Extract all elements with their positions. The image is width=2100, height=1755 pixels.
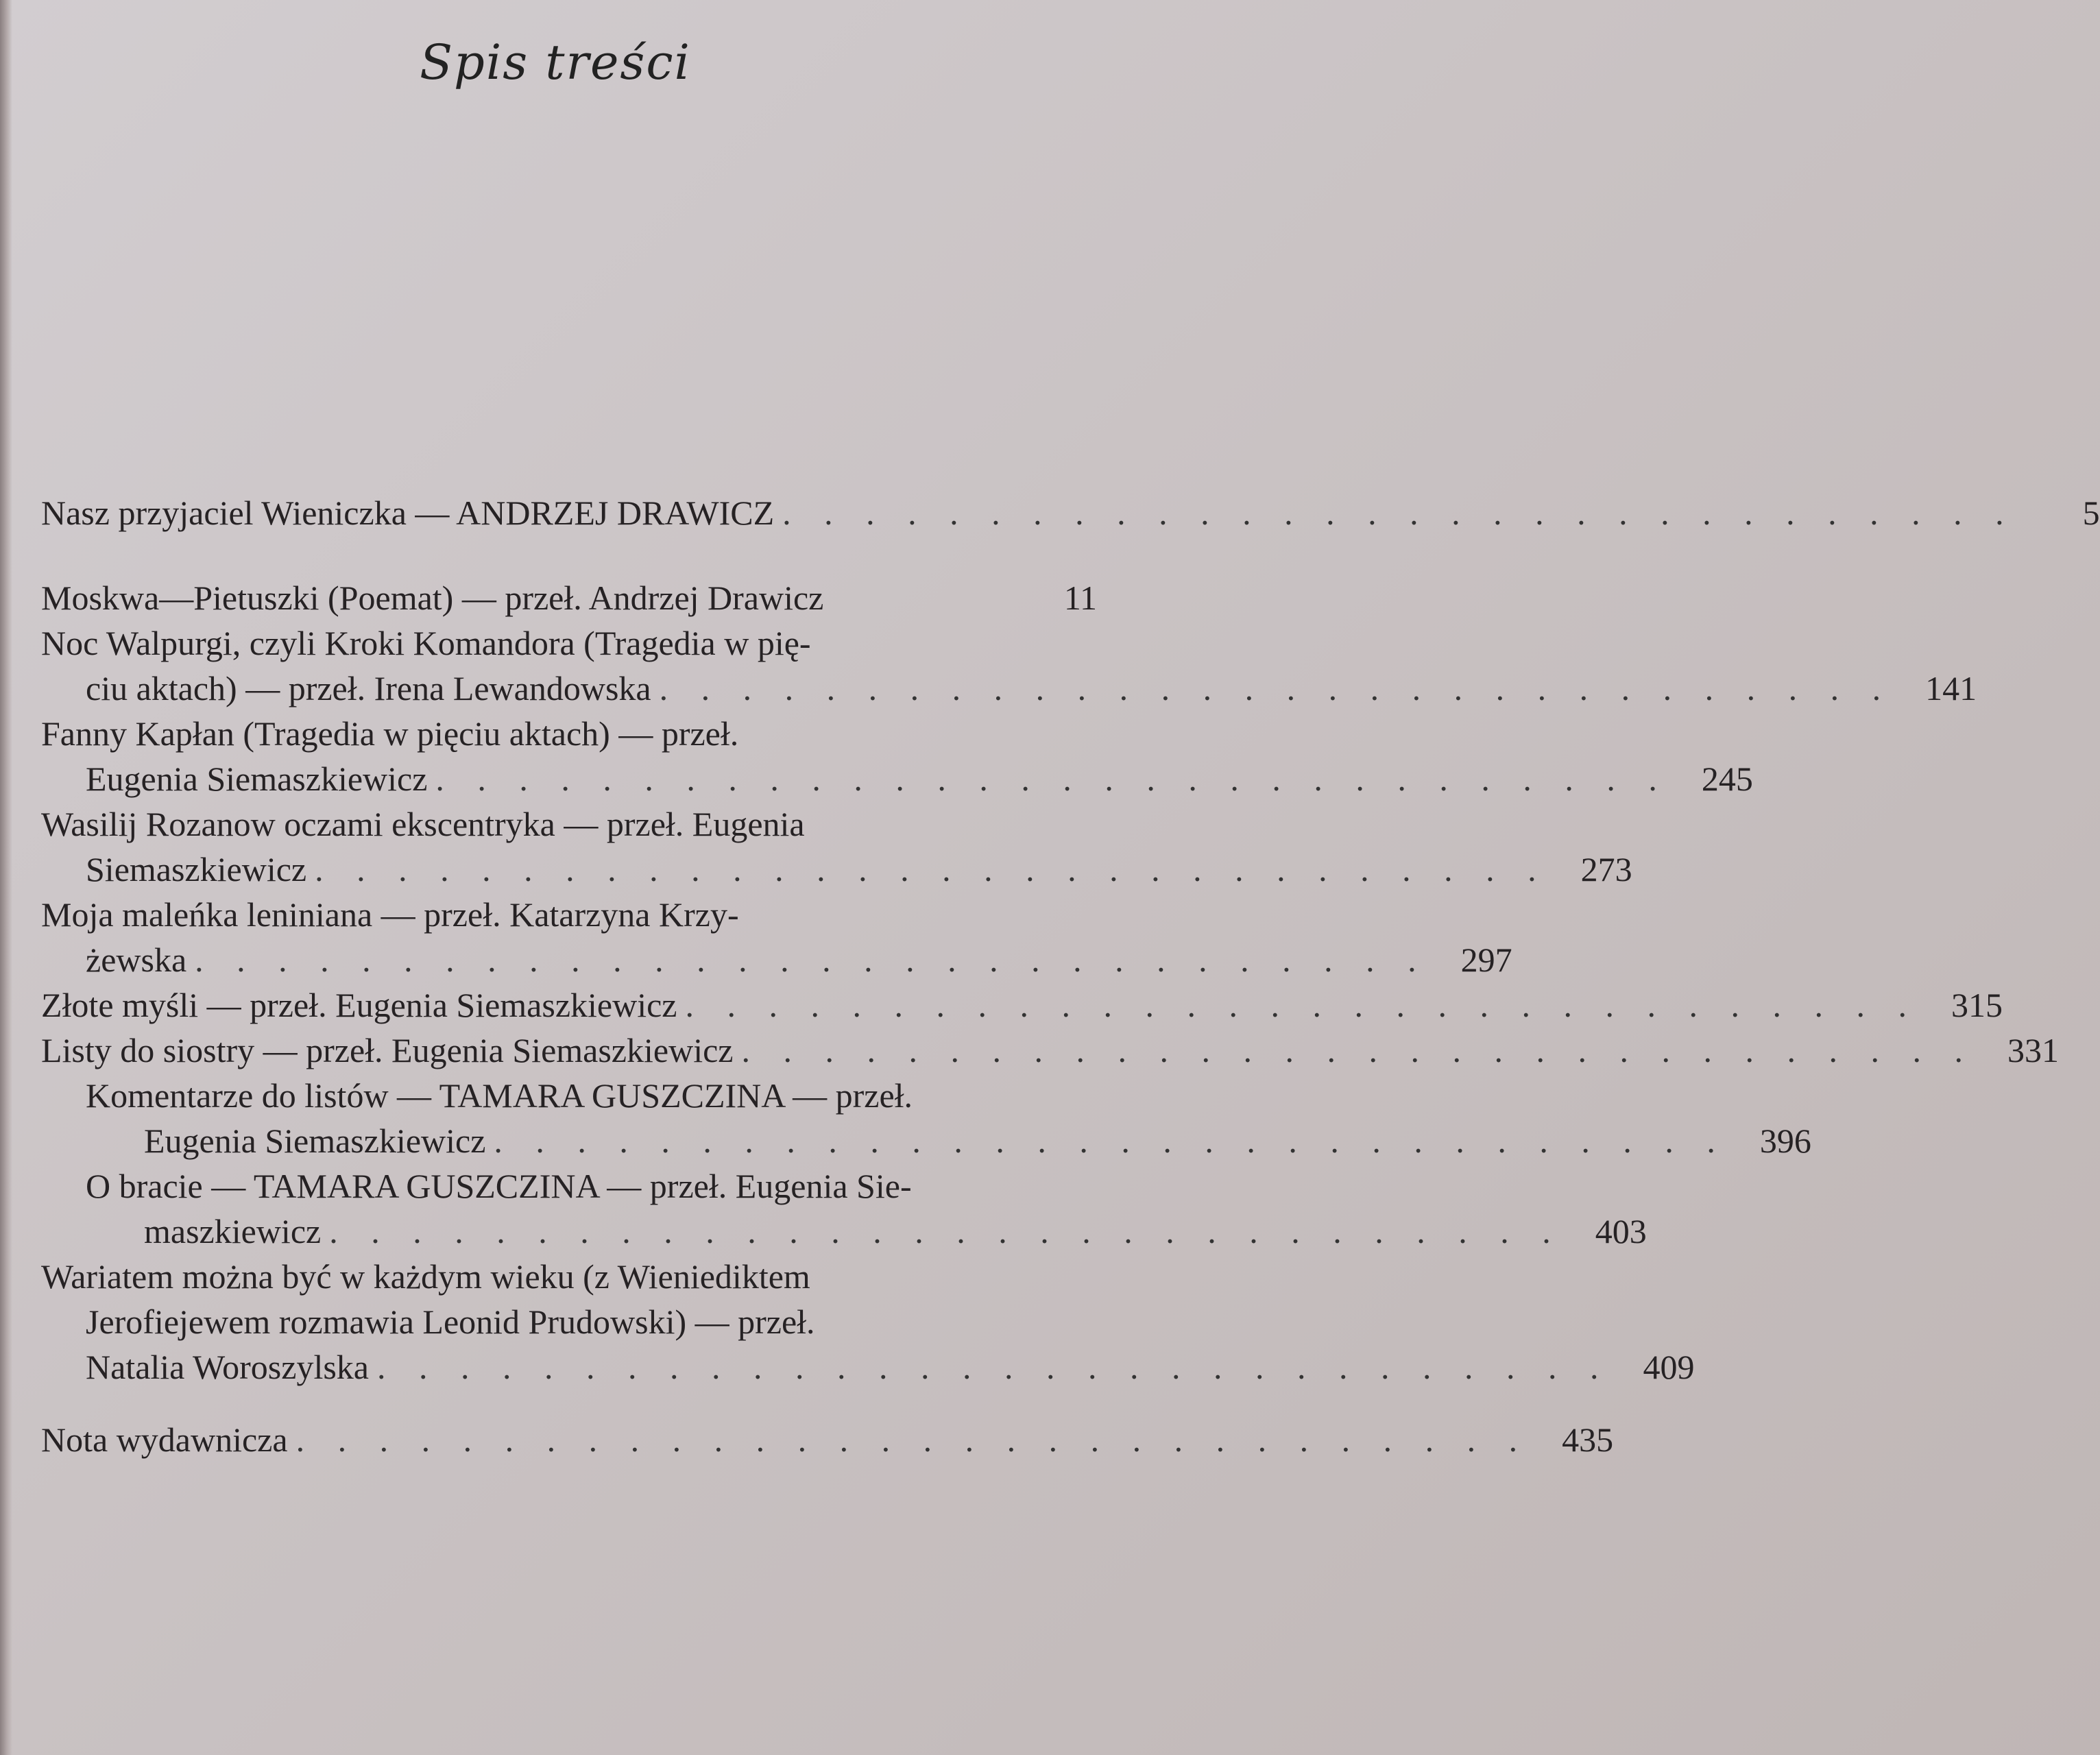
toc-entry-title: Komentarze do listów — TAMARA GUSZCZINA — przeł.	[86, 1076, 913, 1115]
toc-entry-page: 5	[2082, 494, 2100, 532]
toc-entry	[41, 1417, 1614, 1462]
leader-dots: . . . . . . . . . . . . . . . . . . . . . . . . . . . . . .	[295, 1420, 1530, 1459]
toc-entry-title-cont: Natalia Woroszylska	[86, 1348, 369, 1386]
toc-subentry	[41, 1163, 1647, 1254]
leader-dots: . . . . . . . . . . . . . . . . . . . . . . . . . . . . . .	[782, 494, 2016, 532]
toc-entry-title: O bracie — TAMARA GUSZCZINA — przeł. Eugenia Sie-	[86, 1167, 912, 1205]
leader-dots: . . . . . . . . . . . . . . . . . . . . . . . . . . . . . .	[741, 1031, 1975, 1069]
toc-entry-title-cont: maszkiewicz	[144, 1212, 322, 1250]
toc-entry-title-cont: Eugenia Siemaszkiewicz	[144, 1122, 486, 1160]
toc-entry-title: Wariatem można być w każdym wieku (z Wieniediktem	[41, 1257, 810, 1296]
toc-entry-title: Fanny Kapłan (Tragedia w pięciu aktach) — przeł.	[41, 714, 739, 753]
toc-entry	[41, 1254, 1695, 1390]
page-title: Spis treści	[420, 34, 691, 90]
leader-dots: . . . . . . . . . . . . . . . . . . . . . . . . . . . . . .	[659, 669, 1894, 707]
toc-entry	[41, 711, 1753, 801]
toc-entry-page: 403	[1595, 1212, 1647, 1250]
toc-entry-title: Noc Walpurgi, czyli Kroki Komandora (Tragedia w pię-	[41, 624, 811, 662]
toc-entry-title-cont: ciu aktach) — przeł. Irena Lewandowska	[86, 669, 651, 707]
toc-entry	[41, 620, 1977, 711]
toc-entry-title: Złote myśli — przeł. Eugenia Siemaszkiewicz	[41, 986, 677, 1024]
toc-entry-title: Moja maleńka leniniana — przeł. Katarzyna Krzy-	[41, 895, 739, 934]
toc-entry-title-cont: Jerofiejewem rozmawia Leonid Prudowski) — przeł.	[86, 1303, 815, 1341]
toc-entry	[41, 801, 1632, 892]
leader-dots: . . . . . . . . . . . . . . . . . . . . . . . . . . . . . .	[494, 1122, 1728, 1160]
toc-entry	[41, 1028, 2059, 1073]
toc-entry-title-cont: Eugenia Siemaszkiewicz	[86, 760, 428, 798]
toc-entry-title: Nasz przyjaciel Wieniczka — ANDRZEJ DRAWICZ	[41, 494, 775, 532]
toc-entry-page: 273	[1580, 850, 1632, 888]
toc-entry-page: 245	[1701, 760, 1753, 798]
toc-entry-title: Wasilij Rozanow oczami ekscentryka — przeł. Eugenia	[41, 805, 805, 843]
toc-entry	[41, 892, 1512, 982]
toc-entry-title: Moskwa—Pietuszki (Poemat) — przeł. Andrzej Drawicz	[41, 579, 824, 617]
toc-entry-title-cont: Siemaszkiewicz	[86, 850, 307, 888]
toc-entry-page: 11	[1063, 579, 1097, 617]
toc-entry-title: Nota wydawnicza	[41, 1420, 288, 1459]
toc-entry	[41, 982, 2003, 1028]
toc-entry-page: 315	[1951, 986, 2003, 1024]
toc-entry-page: 435	[1562, 1420, 1614, 1459]
toc-subentry	[41, 1073, 1811, 1163]
toc-entry-page: 297	[1460, 941, 1512, 979]
toc-entry-page: 409	[1643, 1348, 1695, 1386]
toc-entry-page: 141	[1925, 669, 1977, 707]
toc-entry-page: 331	[2007, 1031, 2059, 1069]
toc-entry-title-cont: żewska	[86, 941, 187, 979]
toc-entry	[41, 490, 2100, 535]
toc-entry-title: Listy do siostry — przeł. Eugenia Siemaszkiewicz	[41, 1031, 734, 1069]
leader-dots: . . . . . . . . . . . . . . . . . . . . . . . . . . . . . .	[195, 941, 1429, 979]
toc-entry-page: 396	[1759, 1122, 1811, 1160]
page-edge	[0, 0, 12, 1755]
leader-dots: . . . . . . . . . . . . . . . . . . . . . . . . . . . . . .	[435, 760, 1669, 798]
toc-entry	[41, 575, 1097, 620]
table-of-contents	[41, 490, 2100, 1462]
leader-dots: . . . . . . . . . . . . . . . . . . . . . . . . . . . . . .	[329, 1212, 1563, 1250]
leader-dots: . . . . . . . . . . . . . . . . . . . . . . . . . . . . . .	[377, 1348, 1611, 1386]
leader-dots: . . . . . . . . . . . . . . . . . . . . . . . . . . . . . .	[315, 850, 1549, 888]
leader-dots: . . . . . . . . . . . . . . . . . . . . . . . . . . . . . .	[685, 986, 1919, 1024]
